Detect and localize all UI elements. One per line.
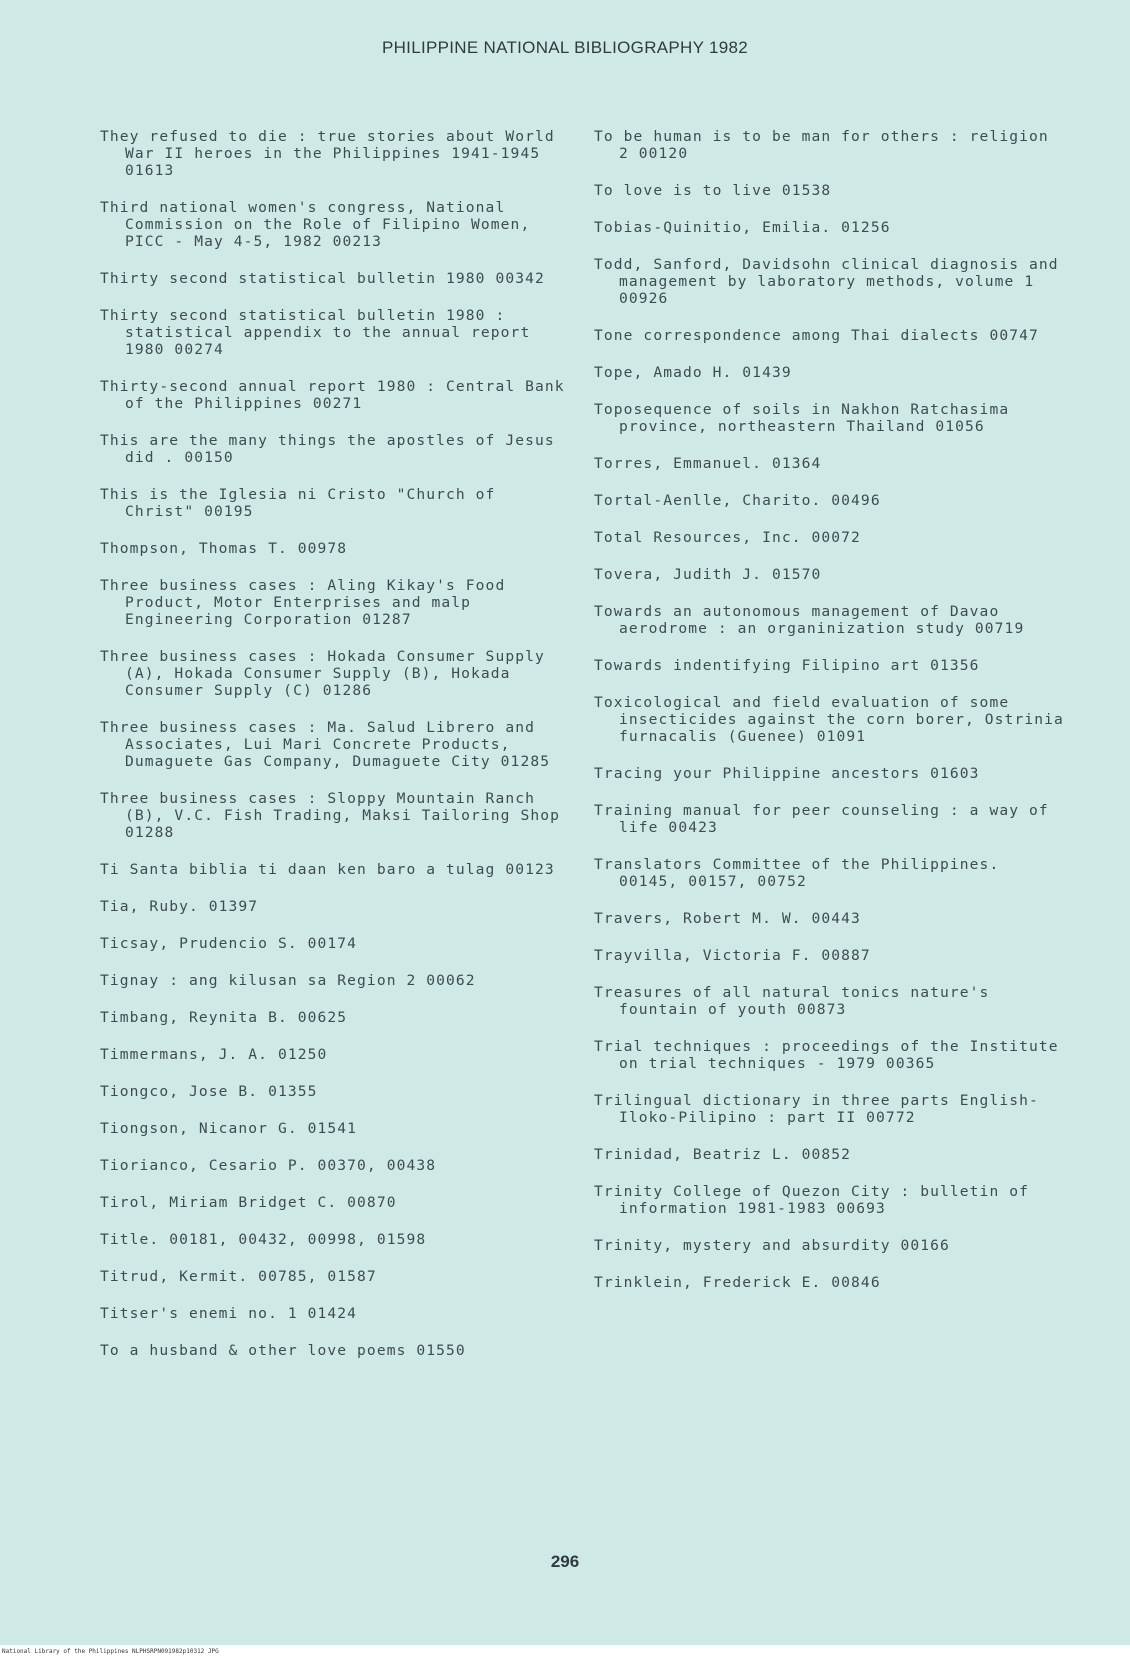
bibliography-entry: Translators Committee of the Philippines. 00145, 00157, 00752 — [594, 856, 1000, 890]
bibliography-entry: Treasures of all natural tonics nature's fountain of youth 00873 — [594, 984, 990, 1018]
bibliography-entry: Tope, Amado H. 01439 — [594, 364, 792, 381]
bibliography-entry: Tia, Ruby. 01397 — [100, 898, 259, 915]
right-column — [594, 128, 1064, 1311]
bibliography-entry: Toposequence of soils in Nakhon Ratchasima province, northeastern Thailand 01056 — [594, 401, 1010, 435]
bibliography-entry: Timbang, Reynita B. 00625 — [100, 1009, 348, 1026]
bibliography-entry: Trinidad, Beatriz L. 00852 — [594, 1146, 852, 1163]
bibliography-entry: Ticsay, Prudencio S. 00174 — [100, 935, 358, 952]
bibliography-entry: Three business cases : Hokada Consumer Supply (A), Hokada Consumer Supply (B), Hokada Consumer Supply (C) 01286 — [100, 648, 545, 699]
bibliography-entry: Towards indentifying Filipino art 01356 — [594, 657, 980, 674]
bibliography-entry: To a husband & other love poems 01550 — [100, 1342, 466, 1359]
bibliography-entry: Todd, Sanford, Davidsohn clinical diagnosis and management by laboratory methods, volume 1 00926 — [594, 256, 1059, 307]
bibliography-entry: Toxicological and field evaluation of some insecticides against the corn borer, Ostrinia furnacalis (Guenee) 01091 — [594, 694, 1064, 745]
bibliography-entry: Thompson, Thomas T. 00978 — [100, 540, 348, 557]
bibliography-entry: Tortal-Aenlle, Charito. 00496 — [594, 492, 881, 509]
bibliography-entry: Trinity, mystery and absurdity 00166 — [594, 1237, 950, 1254]
bibliography-entry: Thirty-second annual report 1980 : Central Bank of the Philippines 00271 — [100, 378, 565, 412]
bibliography-entry: To love is to live 01538 — [594, 182, 832, 199]
bibliography-entry: Title. 00181, 00432, 00998, 01598 — [100, 1231, 427, 1248]
bibliography-entry: Trinklein, Frederick E. 00846 — [594, 1274, 881, 1291]
left-column — [100, 128, 565, 1379]
bibliography-entry: Towards an autonomous management of Davao aerodrome : an organinization study 00719 — [594, 603, 1025, 637]
scan-credit: National Library of the Philippines NLPHSRPN091982p10312 JPG — [2, 1648, 219, 1655]
bibliography-entry: Three business cases : Ma. Salud Librero and Associates, Lui Mari Concrete Products, Dumaguete Gas Company, Dumaguete City 01285 — [100, 719, 551, 770]
bibliography-entry: Tobias-Quinitio, Emilia. 01256 — [594, 219, 891, 236]
bibliography-entry: Travers, Robert M. W. 00443 — [594, 910, 861, 927]
bibliography-entry: Thirty second statistical bulletin 1980 : statistical appendix to the annual report 1980 00274 — [100, 307, 531, 358]
bibliography-entry: Tone correspondence among Thai dialects 00747 — [594, 327, 1039, 344]
bibliography-entry: Trial techniques : proceedings of the Institute on trial techniques - 1979 00365 — [594, 1038, 1059, 1072]
bibliography-entry: To be human is to be man for others : religion 2 00120 — [594, 128, 1049, 162]
bibliography-entry: Ti Santa biblia ti daan ken baro a tulag 00123 — [100, 861, 555, 878]
bibliography-entry: Timmermans, J. A. 01250 — [100, 1046, 328, 1063]
bibliography-entry: Tovera, Judith J. 01570 — [594, 566, 822, 583]
bibliography-entry: This are the many things the apostles of Jesus did . 00150 — [100, 432, 555, 466]
bibliography-entry: Total Resources, Inc. 00072 — [594, 529, 861, 546]
bibliography-entry: Tracing your Philippine ancestors 01603 — [594, 765, 980, 782]
bibliography-entry: Third national women's congress, National Commission on the Role of Filipino Women, PICC - May 4-5, 1982 00213 — [100, 199, 531, 250]
bibliography-entry: Three business cases : Sloppy Mountain Ranch (B), V.C. Fish Trading, Maksi Tailoring Shop 01288 — [100, 790, 560, 841]
bibliography-entry: Training manual for peer counseling : a way of life 00423 — [594, 802, 1049, 836]
bibliography-entry: Three business cases : Aling Kikay's Food Product, Motor Enterprises and malp Engineering Corporation 01287 — [100, 577, 506, 628]
bibliography-entry: Trinity College of Quezon City : bulletin of information 1981-1983 00693 — [594, 1183, 1029, 1217]
bibliography-entry: Torres, Emmanuel. 01364 — [594, 455, 822, 472]
bibliography-entry: This is the Iglesia ni Cristo "Church of Christ" 00195 — [100, 486, 496, 520]
page-number: 296 — [550, 1552, 580, 1571]
bibliography-entry: Thirty second statistical bulletin 1980 00342 — [100, 270, 545, 287]
bibliography-entry: Titrud, Kermit. 00785, 01587 — [100, 1268, 377, 1285]
bibliography-entry: Tiorianco, Cesario P. 00370, 00438 — [100, 1157, 437, 1174]
bibliography-entry: Tirol, Miriam Bridget C. 00870 — [100, 1194, 397, 1211]
bibliography-entry: Titser's enemi no. 1 01424 — [100, 1305, 358, 1322]
bibliography-entry: Tiongson, Nicanor G. 01541 — [100, 1120, 358, 1137]
bibliography-entry: Tiongco, Jose B. 01355 — [100, 1083, 318, 1100]
bibliography-entry: Trayvilla, Victoria F. 00887 — [594, 947, 871, 964]
bibliography-entry: They refused to die : true stories about World War II heroes in the Philippines 1941-1945 01613 — [100, 128, 555, 179]
bibliography-entry: Trilingual dictionary in three parts English-Iloko-Pilipino : part II 00772 — [594, 1092, 1039, 1126]
bibliography-entry: Tignay : ang kilusan sa Region 2 00062 — [100, 972, 476, 989]
page-title: PHILIPPINE NATIONAL BIBLIOGRAPHY 1982 — [381, 38, 749, 57]
